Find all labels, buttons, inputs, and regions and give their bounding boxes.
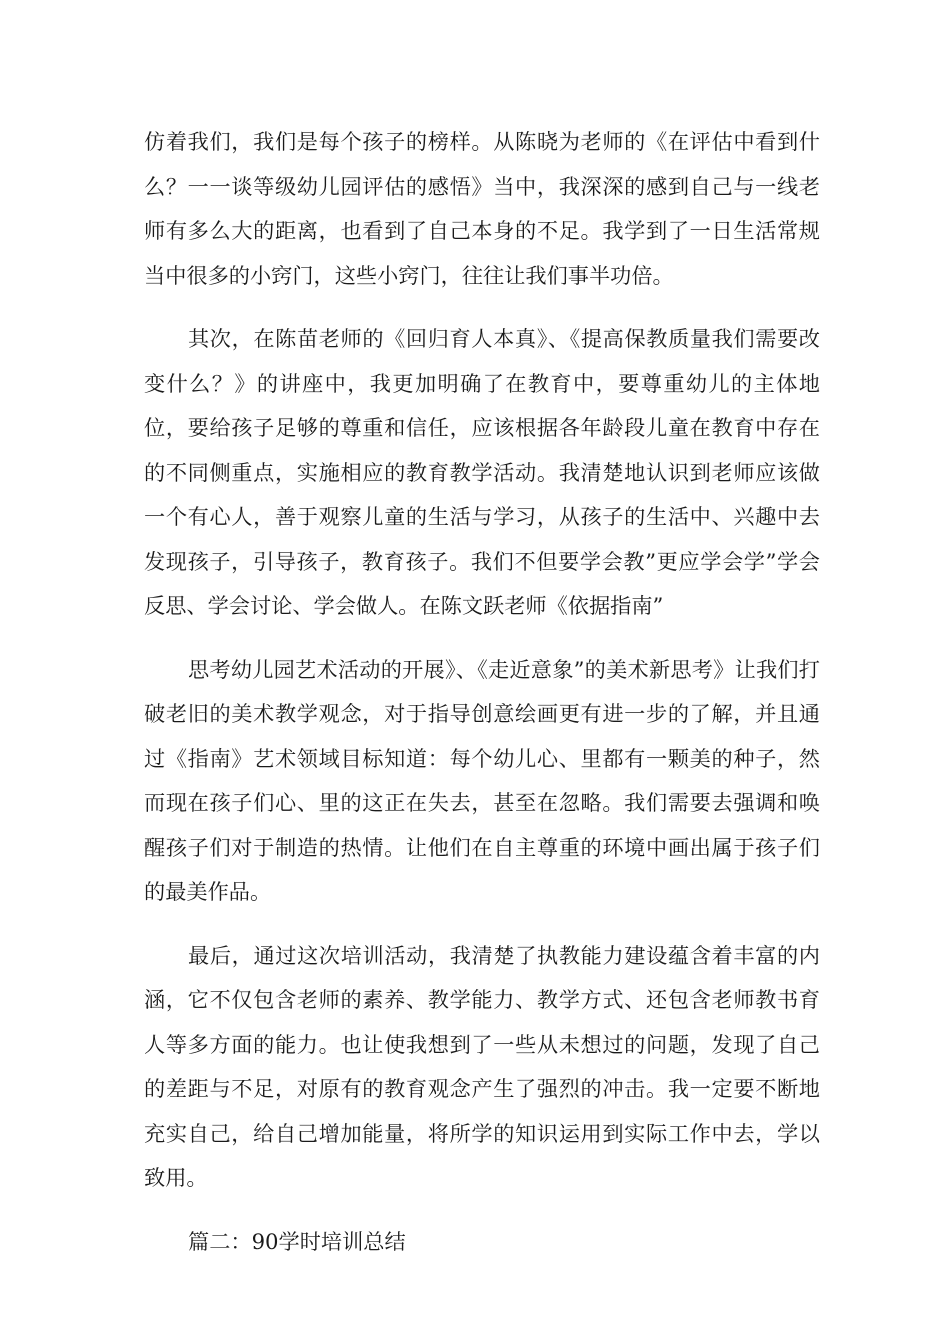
paragraph-spacer xyxy=(144,915,820,934)
paragraph-2: 其次，在陈苗老师的《回归育人本真》、《提高保教质量我们需要改变什么？》的讲座中，我更加明确了在教育中，要尊重幼儿的主体地位，要给孩子足够的尊重和信任，应该根据各年龄段儿童在教育中存在的不同侧重点，实施相应的教育教学活动。我清楚地认识到老师应该做一个有心人，善于观察儿童的生活与学习，从孩子的生活中、兴趣中去发现孩子，引导孩子，教育孩子。我们不但要学会教”更应学会学”学会反思、学会讨论、学会做人。在陈文跃老师《依据指南” xyxy=(144,326,820,618)
document-body xyxy=(144,120,820,1264)
paragraph-1: 仿着我们，我们是每个孩子的榜样。从陈晓为老师的《在评估中看到什么？一一谈等级幼儿园评估的感悟》当中，我深深的感到自己与一线老师有多么大的距离，也看到了自己本身的不足。我学到了一日生活常规当中很多的小窍门，这些小窍门，往往让我们事半功倍。 xyxy=(144,129,820,288)
paragraph-4: 最后，通过这次培训活动，我清楚了执教能力建设蕴含着丰富的内涵，它不仅包含老师的素养、教学能力、教学方式、还包含老师教书育人等多方面的能力。也让使我想到了一些从未想过的问题，发现了自己的差距与不足，对原有的教育观念产生了强烈的冲击。我一定要不断地充实自己，给自己增加能量，将所学的知识运用到实际工作中去，学以致用。 xyxy=(144,942,820,1190)
paragraph-3: 思考幼儿园艺术活动的开展》、《走近意象”的美术新思考》让我们打破老旧的美术教学观念，对于指导创意绘画更有进一步的了解，并且通过《指南》艺术领域目标知道：每个幼儿心、里都有一颗美的种子，然而现在孩子们心、里的这正在失去，甚至在忽略。我们需要去强调和唤醒孩子们对于制造的热情。让他们在自主尊重的环境中画出属于孩子们的最美作品。 xyxy=(144,656,820,904)
paragraph-spacer xyxy=(144,1201,820,1220)
section-heading: 篇二：90学时培训总结 xyxy=(188,1228,406,1254)
paragraph-spacer xyxy=(144,298,820,317)
paragraph-spacer xyxy=(144,629,820,648)
